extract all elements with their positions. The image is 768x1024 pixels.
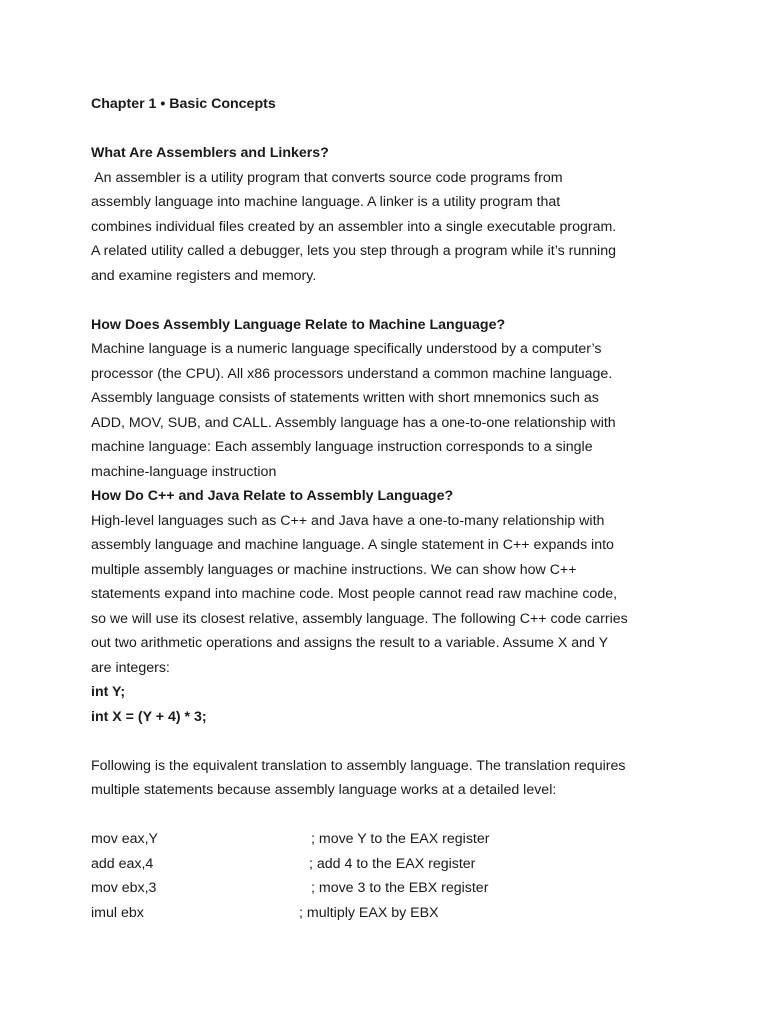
asm-line: [91, 901, 691, 926]
paragraph-line: processor (the CPU). All x86 processors understand a common machine language.: [91, 365, 613, 382]
paragraph-line: machine-language instruction: [91, 463, 277, 480]
paragraph-line: High-level languages such as C++ and Java have a one-to-many relationship with: [91, 512, 605, 529]
code-line: int Y;: [91, 684, 126, 700]
paragraph-line: ADD, MOV, SUB, and CALL. Assembly language has a one-to-one relationship with: [91, 414, 616, 431]
translation-paragraph: [91, 754, 691, 803]
spacer: [91, 288, 691, 313]
asm-instruction: mov eax,Y: [91, 831, 159, 847]
asm-line: [91, 876, 691, 901]
asm-comment: ; move 3 to the EBX register: [311, 880, 489, 896]
paragraph-line: so we will use its closest relative, assembly language. The following C++ code carries: [91, 610, 628, 627]
section-heading: How Do C++ and Java Relate to Assembly Language?: [91, 488, 454, 504]
asm-comment: ; move Y to the EAX register: [311, 831, 490, 847]
paragraph-line: are integers:: [91, 659, 170, 676]
spacer: [91, 803, 691, 828]
asm-comment: ; add 4 to the EAX register: [309, 855, 476, 872]
paragraph-line: Machine language is a numeric language specifically understood by a computer’s: [91, 341, 602, 357]
paragraph-line: machine language: Each assembly language instruction corresponds to a single: [91, 439, 593, 455]
paragraph-line: Following is the equivalent translation to assembly language. The translation requires: [91, 757, 626, 774]
asm-comment: ; multiply EAX by EBX: [299, 904, 439, 921]
spacer: [91, 117, 691, 142]
document-page: [91, 92, 691, 925]
paragraph-line: and examine registers and memory.: [91, 267, 317, 284]
asm-line: [91, 852, 691, 877]
paragraph-line: multiple assembly languages or machine instructions. We can show how C++: [91, 561, 577, 578]
spacer: [91, 729, 691, 754]
asm-instruction: add eax,4: [91, 855, 154, 872]
section-assemblers-linkers: [91, 141, 691, 288]
asm-instruction: imul ebx: [91, 904, 144, 921]
cpp-code-block: [91, 680, 691, 729]
paragraph-line: multiple statements because assembly language works at a detailed level:: [91, 782, 557, 798]
paragraph-line: An assembler is a utility program that converts source code programs from: [91, 169, 563, 186]
section-heading: How Does Assembly Language Relate to Machine Language?: [91, 316, 506, 333]
paragraph-line: A related utility called a debugger, lets you step through a program while it’s running: [91, 243, 616, 259]
paragraph-line: combines individual files created by an assembler into a single executable program.: [91, 218, 617, 235]
asm-code-block: [91, 827, 691, 925]
paragraph-line: assembly language and machine language. A single statement in C++ expands into: [91, 537, 614, 553]
paragraph-line: out two arithmetic operations and assigns the result to a variable. Assume X and Y: [91, 635, 609, 651]
section-heading: What Are Assemblers and Linkers?: [91, 145, 329, 161]
chapter-title: Chapter 1 • Basic Concepts: [91, 96, 276, 112]
section-cpp-java-assembly: [91, 484, 691, 680]
section-assembly-vs-machine: [91, 313, 691, 485]
paragraph-line: assembly language into machine language. A linker is a utility program that: [91, 194, 561, 210]
paragraph-line: Assembly language consists of statements written with short mnemonics such as: [91, 390, 599, 406]
asm-instruction: mov ebx,3: [91, 880, 157, 896]
code-line: int X = (Y + 4) * 3;: [91, 708, 207, 725]
paragraph-line: statements expand into machine code. Most people cannot read raw machine code,: [91, 586, 618, 602]
asm-line: [91, 827, 691, 852]
